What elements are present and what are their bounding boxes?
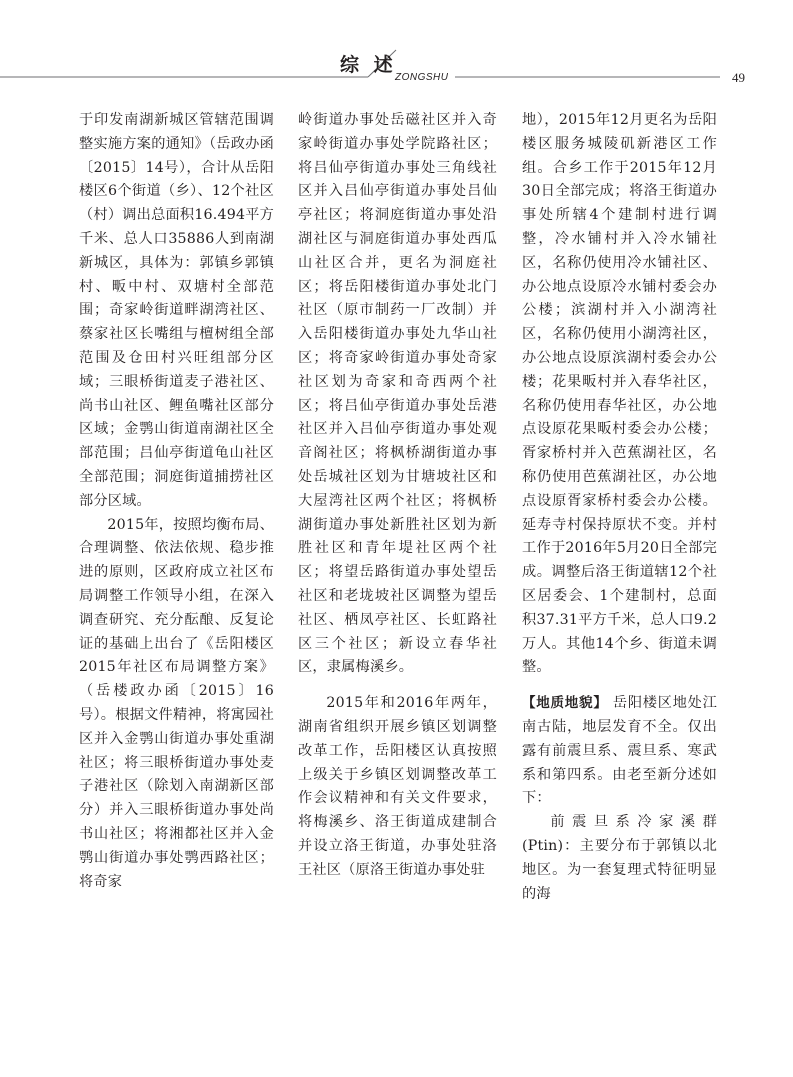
section-title-english: ZONGSHU [395, 72, 449, 83]
paragraph: 于印发南湖新城区管辖范围调整实施方案的通知》（岳政办函〔2015〕14号），合计从岳阳楼区6个街道（乡）、12个社区（村）调出总面积16.494平方千米、总人口35886人到南湖新城区，具体为：郭镇乡郭镇村、畈中村、双塘村全部范围；奇家岭街道畔湖湾社区、蔡家社区长嘴组与檀树组全部范围及仓田村兴旺组部分区域；三眼桥街道麦子港社区、尚书山社区、鲤鱼嘴社区部分区域；金鹗山街道南湖社区全部范围；吕仙亭街道龟山社区全部范围；洞庭街道捕捞社区部分区域。 [79, 112, 274, 509]
paragraph: 2015年，按照均衡布局、合理调整、依法依规、稳步推进的原则，区政府成立社区布局调整工作领导小组，在深入调查研究、充分酝酿、反复论证的基础上出台了《岳阳楼区2015年社区布局调整方案》（岳楼政办函〔2015〕16号）。根据文件精神，将寓园社区并入金鹗山街道办事处重湖社区；将三眼桥街道办事处麦子港社区（除划入南湖新区部分）并入三眼桥街道办事处尚书山社区；将湘都社区并入金鹗山街道办事处鹗西路社区；将奇家 [79, 516, 274, 890]
geology-paragraph [522, 692, 717, 811]
page-header [0, 0, 793, 100]
page-number: 49 [732, 70, 745, 85]
paragraph: 地），2015年12月更名为岳阳楼区服务城陵矶新港区工作组。合乡工作于2015年12月30日全部完成；将洛王街道办事处所辖4个建制村进行调整，冷水铺村并入冷水铺社区，名称仍使用冷水铺社区、办公地点设原冷水铺村委会办公楼；滨湖村并入小湖湾社区，名称仍使用小湖湾社区，办公地点设原滨湖村委会办公楼；花果畈村并入春华社区，名称仍使用春华社区，办公地点设原花果畈村委会办公楼；胥家桥村并入芭蕉湖社区，名称仍使用芭蕉湖社区，办公地点设原胥家桥村委会办公楼。延寿寺村保持原状不变。并村工作于2016年5月20日全部完成。调整后洛王街道辖12个社区居委会、1个建制村，总面积37.31平方千米，总人口9.2万人。其他14个乡、街道未调整。 [522, 112, 717, 676]
paragraph-text: 岳阳楼区地处江南古陆，地层发育不全。仅出露有前震旦系、震旦系、寒武系和第四系。由老至新分述如下： [522, 695, 718, 807]
text-column-middle [298, 109, 497, 883]
paragraph-spacer [522, 680, 717, 692]
paragraph: 前震旦系冷家溪群(Ptin)：主要分布于郭镇以北地区。为一套复理式特征明显的海 [522, 814, 717, 902]
text-column-right [522, 109, 717, 906]
paragraph-spacer [298, 680, 497, 692]
paragraph: 岭街道办事处岳磁社区并入奇家岭街道办事处学院路社区；将吕仙亭街道办事处三角线社区并入吕仙亭街道办事处吕仙亭社区；将洞庭街道办事处沿湖社区与洞庭街道办事处西瓜山社区合并，更名为洞庭社区；将岳阳楼街道办事处北门社区（原市制药一厂改制）并入岳阳楼街道办事处九华山社区；将奇家岭街道办事处奇家社区划为奇家和奇西两个社区；将吕仙亭街道办事处岳港社区并入吕仙亭街道办事处观音阁社区；将枫桥湖街道办事处岳城社区划为甘塘坡社区和大屋湾社区两个社区；将枫桥湖街道办事处新胜社区划为新胜社区和青年堤社区两个社区；将望岳路街道办事处望岳社区和老垅坡社区调整为望岳社区、栖凤亭社区、长虹路社区三个社区；新设立春华社区，隶属梅溪乡。 [298, 112, 497, 676]
paragraph: 2015年和2016年两年，湖南省组织开展乡镇区划调整改革工作，岳阳楼区认真按照上级关于乡镇区划调整改革工作会议精神和有关文件要求，将梅溪乡、洛王街道成建制合并设立洛王街道，办事处驻洛王社区（原洛王街道办事处驻 [298, 695, 497, 878]
text-column-left [79, 109, 274, 894]
section-title: 综 述 [340, 54, 397, 76]
section-heading-geology: 【地质地貌】 [522, 695, 608, 712]
